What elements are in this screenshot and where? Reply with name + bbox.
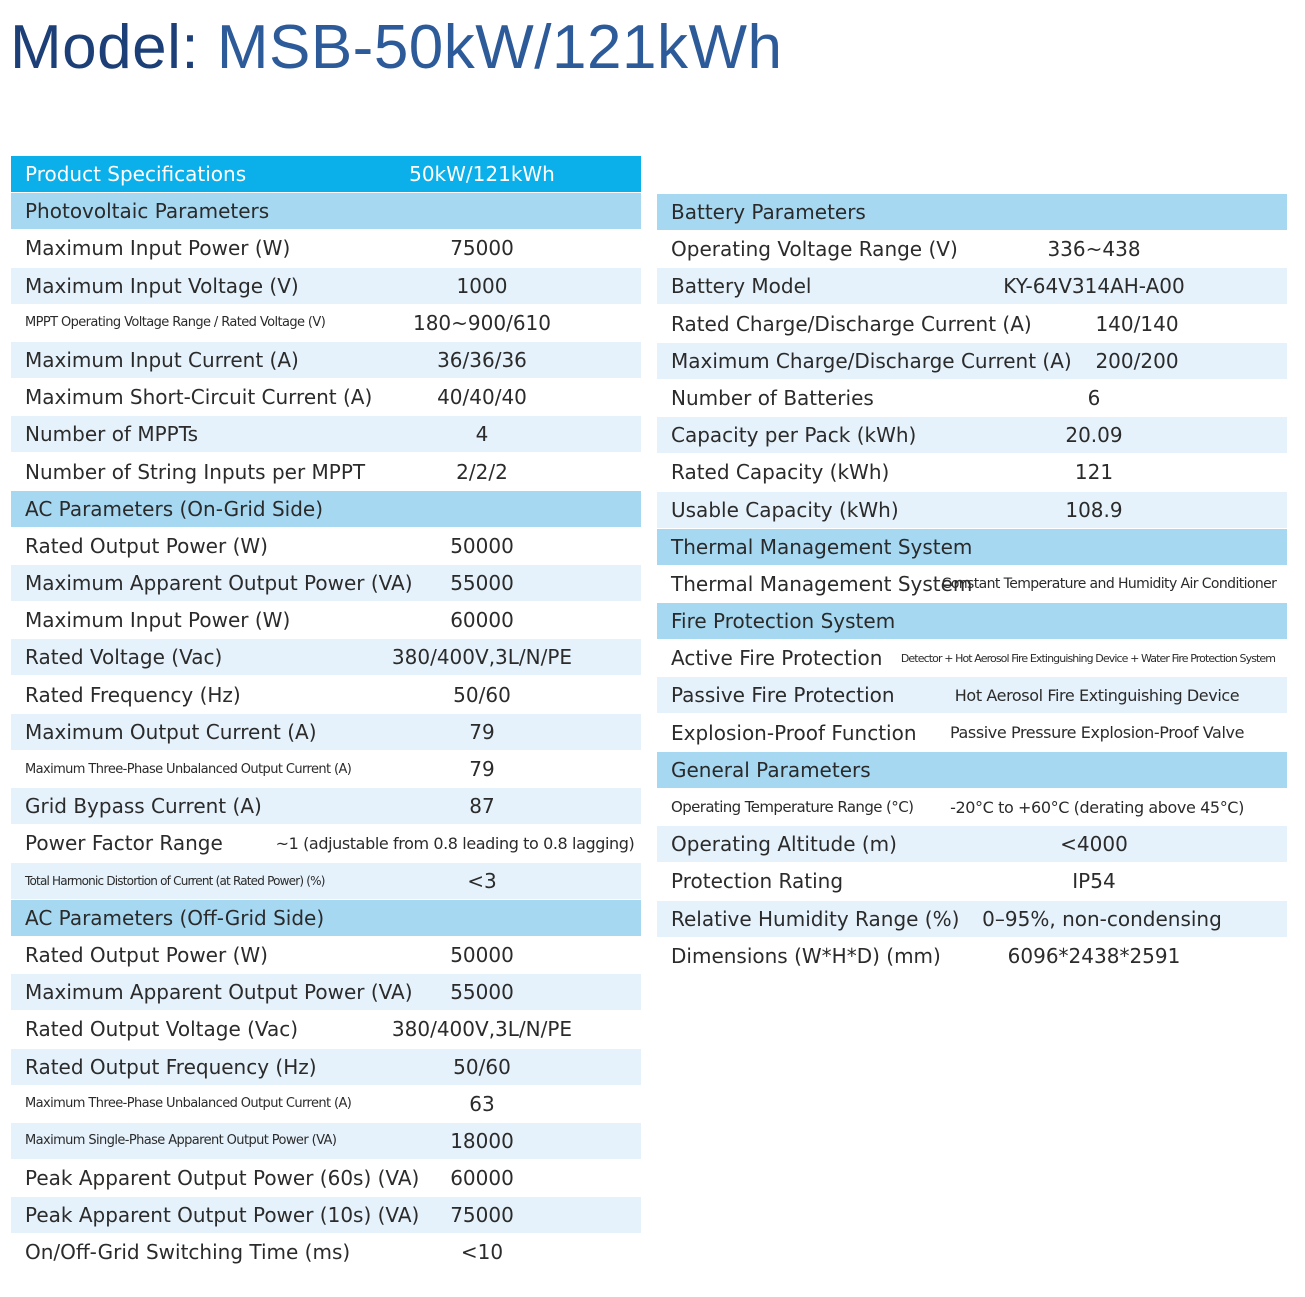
row-value: Passive Pressure Explosion-Proof Valve bbox=[949, 723, 1245, 743]
row-value: Constant Temperature and Humidity Air Conditioner bbox=[941, 575, 1277, 592]
row-label: Operating Voltage Range (V) bbox=[671, 237, 958, 262]
table-row bbox=[11, 528, 641, 564]
section-heading-fire: Fire Protection System bbox=[657, 603, 1287, 639]
table-row bbox=[657, 380, 1287, 416]
row-value: 336~438 bbox=[1047, 237, 1141, 262]
page-title bbox=[10, 8, 782, 88]
row-label: Passive Fire Protection bbox=[671, 683, 895, 708]
row-value: 50/60 bbox=[453, 1054, 511, 1079]
table-row bbox=[11, 454, 641, 490]
row-value: 79 bbox=[469, 719, 495, 744]
row-value: 200/200 bbox=[1095, 348, 1179, 373]
row-value: 18000 bbox=[450, 1128, 514, 1153]
row-label: Active Fire Protection bbox=[671, 646, 883, 671]
row-value: Detector + Hot Aerosol Fire Extinguishing Device + Water Fire Protection System bbox=[900, 651, 1276, 665]
table-row bbox=[11, 416, 641, 452]
row-value: 380/400V,3L/N/PE bbox=[391, 645, 573, 670]
row-value: 180~900/610 bbox=[412, 310, 552, 335]
row-value: Hot Aerosol Fire Extinguishing Device bbox=[954, 685, 1240, 705]
row-label: Grid Bypass Current (A) bbox=[25, 794, 262, 819]
row-label: Maximum Input Current (A) bbox=[25, 347, 299, 372]
row-label: Number of Batteries bbox=[671, 385, 874, 410]
table-row bbox=[11, 863, 641, 899]
row-value: <4000 bbox=[1060, 832, 1128, 857]
row-value: 55000 bbox=[450, 571, 514, 596]
table-row bbox=[657, 640, 1287, 676]
header-label: Product Specifications bbox=[25, 162, 247, 186]
row-value: <3 bbox=[467, 868, 497, 893]
section-heading-pv: Photovoltaic Parameters bbox=[11, 193, 641, 229]
row-label: Rated Output Power (W) bbox=[25, 533, 268, 558]
table-row bbox=[11, 1197, 641, 1233]
row-value: 380/400V,3L/N/PE bbox=[391, 1017, 573, 1042]
table-row bbox=[657, 863, 1287, 899]
row-value: 87 bbox=[469, 794, 495, 819]
section-heading-ac-on-grid: AC Parameters (On-Grid Side) bbox=[11, 491, 641, 527]
table-row bbox=[11, 714, 641, 750]
table-header bbox=[11, 156, 641, 192]
row-label: Relative Humidity Range (%) bbox=[671, 906, 960, 931]
row-label: Maximum Output Current (A) bbox=[25, 719, 317, 744]
table-row bbox=[11, 974, 641, 1010]
row-label: Rated Voltage (Vac) bbox=[25, 645, 223, 670]
table-row bbox=[11, 602, 641, 638]
row-value: 1000 bbox=[456, 273, 508, 298]
row-label: Rated Output Voltage (Vac) bbox=[25, 1017, 299, 1042]
row-label: Usable Capacity (kWh) bbox=[671, 497, 899, 522]
row-label: Rated Output Power (W) bbox=[25, 942, 268, 967]
table-row bbox=[11, 937, 641, 973]
row-label: On/Off-Grid Switching Time (ms) bbox=[25, 1240, 351, 1265]
section-heading-ac-off-grid: AC Parameters (Off-Grid Side) bbox=[11, 900, 641, 936]
row-value: 55000 bbox=[450, 980, 514, 1005]
row-label: Peak Apparent Output Power (10s) (VA) bbox=[25, 1203, 420, 1228]
row-label: Rated Capacity (kWh) bbox=[671, 460, 890, 485]
row-value: 40/40/40 bbox=[437, 385, 527, 410]
table-row bbox=[11, 788, 641, 824]
table-row bbox=[11, 268, 641, 304]
row-value: 60000 bbox=[450, 1166, 514, 1191]
table-row bbox=[11, 1160, 641, 1196]
table-row bbox=[657, 826, 1287, 862]
table-row bbox=[657, 343, 1287, 379]
table-row bbox=[11, 305, 641, 341]
row-value: 75000 bbox=[450, 236, 514, 261]
table-row bbox=[11, 1011, 641, 1047]
section-heading-thermal: Thermal Management System bbox=[657, 529, 1287, 565]
row-label: Maximum Three-Phase Unbalanced Output Current (A) bbox=[25, 761, 352, 777]
table-row bbox=[11, 379, 641, 415]
table-row bbox=[11, 825, 641, 861]
spec-table-right bbox=[657, 194, 1287, 975]
row-label: Capacity per Pack (kWh) bbox=[671, 423, 917, 448]
table-row bbox=[657, 306, 1287, 342]
table-row bbox=[11, 1086, 641, 1122]
table-row bbox=[11, 639, 641, 675]
row-value: 2/2/2 bbox=[456, 459, 508, 484]
spec-table-left bbox=[11, 156, 641, 1272]
row-value: 36/36/36 bbox=[437, 347, 527, 372]
row-label: Maximum Apparent Output Power (VA) bbox=[25, 571, 413, 596]
row-label: Operating Altitude (m) bbox=[671, 832, 897, 857]
row-value: 108.9 bbox=[1065, 497, 1123, 522]
row-label: Explosion-Proof Function bbox=[671, 720, 917, 745]
section-heading-battery: Battery Parameters bbox=[657, 194, 1287, 230]
row-label: Maximum Short-Circuit Current (A) bbox=[25, 385, 373, 410]
section-heading-general: General Parameters bbox=[657, 752, 1287, 788]
row-value: KY-64V314AH-A00 bbox=[1003, 274, 1185, 299]
row-value: 6096*2438*2591 bbox=[1007, 943, 1181, 968]
row-value: 50000 bbox=[450, 942, 514, 967]
table-row bbox=[657, 677, 1287, 713]
table-row bbox=[11, 342, 641, 378]
title-prefix: Model: bbox=[10, 13, 200, 82]
title-model: MSB-50kW/121kWh bbox=[216, 13, 783, 82]
table-row bbox=[11, 1234, 641, 1270]
table-row bbox=[11, 230, 641, 266]
row-value: IP54 bbox=[1072, 869, 1116, 894]
table-row bbox=[657, 938, 1287, 974]
row-label: Peak Apparent Output Power (60s) (VA) bbox=[25, 1166, 420, 1191]
row-value: 121 bbox=[1074, 460, 1114, 485]
row-label: Rated Frequency (Hz) bbox=[25, 682, 241, 707]
row-label: MPPT Operating Voltage Range / Rated Voltage (V) bbox=[25, 315, 326, 331]
table-row bbox=[11, 751, 641, 787]
row-value: 140/140 bbox=[1095, 311, 1179, 336]
row-label: Operating Temperature Range (°C) bbox=[671, 798, 914, 816]
row-label: Maximum Three-Phase Unbalanced Output Current (A) bbox=[25, 1096, 352, 1112]
row-value: 79 bbox=[469, 757, 495, 781]
row-label: Maximum Single-Phase Apparent Output Power (VA) bbox=[25, 1133, 337, 1149]
row-label: Battery Model bbox=[671, 274, 812, 299]
table-row bbox=[11, 677, 641, 713]
row-value: 60000 bbox=[450, 608, 514, 633]
row-label: Power Factor Range bbox=[25, 831, 223, 856]
row-value: 0–95%, non-condensing bbox=[982, 906, 1222, 931]
table-row bbox=[657, 417, 1287, 453]
row-value: 50/60 bbox=[453, 682, 511, 707]
table-row bbox=[657, 492, 1287, 528]
row-label: Protection Rating bbox=[671, 869, 844, 894]
table-row bbox=[657, 268, 1287, 304]
row-value: 63 bbox=[469, 1091, 495, 1116]
row-value: 20.09 bbox=[1065, 423, 1123, 448]
row-label: Maximum Input Voltage (V) bbox=[25, 273, 299, 298]
row-value: 6 bbox=[1087, 385, 1101, 410]
row-value: 75000 bbox=[450, 1203, 514, 1228]
row-label: Maximum Charge/Discharge Current (A) bbox=[671, 348, 1072, 373]
header-value: 50kW/121kWh bbox=[409, 162, 555, 186]
row-label: Rated Charge/Discharge Current (A) bbox=[671, 311, 1032, 336]
table-row bbox=[657, 454, 1287, 490]
table-row bbox=[657, 566, 1287, 602]
table-row bbox=[657, 789, 1287, 825]
table-row bbox=[657, 715, 1287, 751]
row-value: ~1 (adjustable from 0.8 leading to 0.8 lagging) bbox=[275, 833, 635, 853]
row-label: Total Harmonic Distortion of Current (at Rated Power) (%) bbox=[25, 873, 325, 888]
row-label: Maximum Input Power (W) bbox=[25, 236, 291, 261]
table-row bbox=[11, 565, 641, 601]
row-label: Maximum Apparent Output Power (VA) bbox=[25, 980, 413, 1005]
row-value: 50000 bbox=[450, 533, 514, 558]
table-row bbox=[11, 1123, 641, 1159]
row-label: Rated Output Frequency (Hz) bbox=[25, 1054, 317, 1079]
table-row bbox=[657, 901, 1287, 937]
row-label: Maximum Input Power (W) bbox=[25, 608, 291, 633]
row-value: 4 bbox=[475, 422, 489, 447]
table-row bbox=[11, 1049, 641, 1085]
table-row bbox=[657, 231, 1287, 267]
row-label: Number of MPPTs bbox=[25, 422, 199, 447]
row-label: Number of String Inputs per MPPT bbox=[25, 459, 366, 484]
row-label: Thermal Management System bbox=[671, 571, 973, 596]
row-label: Dimensions (W*H*D) (mm) bbox=[671, 943, 941, 968]
row-value: <10 bbox=[460, 1240, 504, 1265]
row-value: -20°C to +60°C (derating above 45°C) bbox=[950, 797, 1244, 817]
